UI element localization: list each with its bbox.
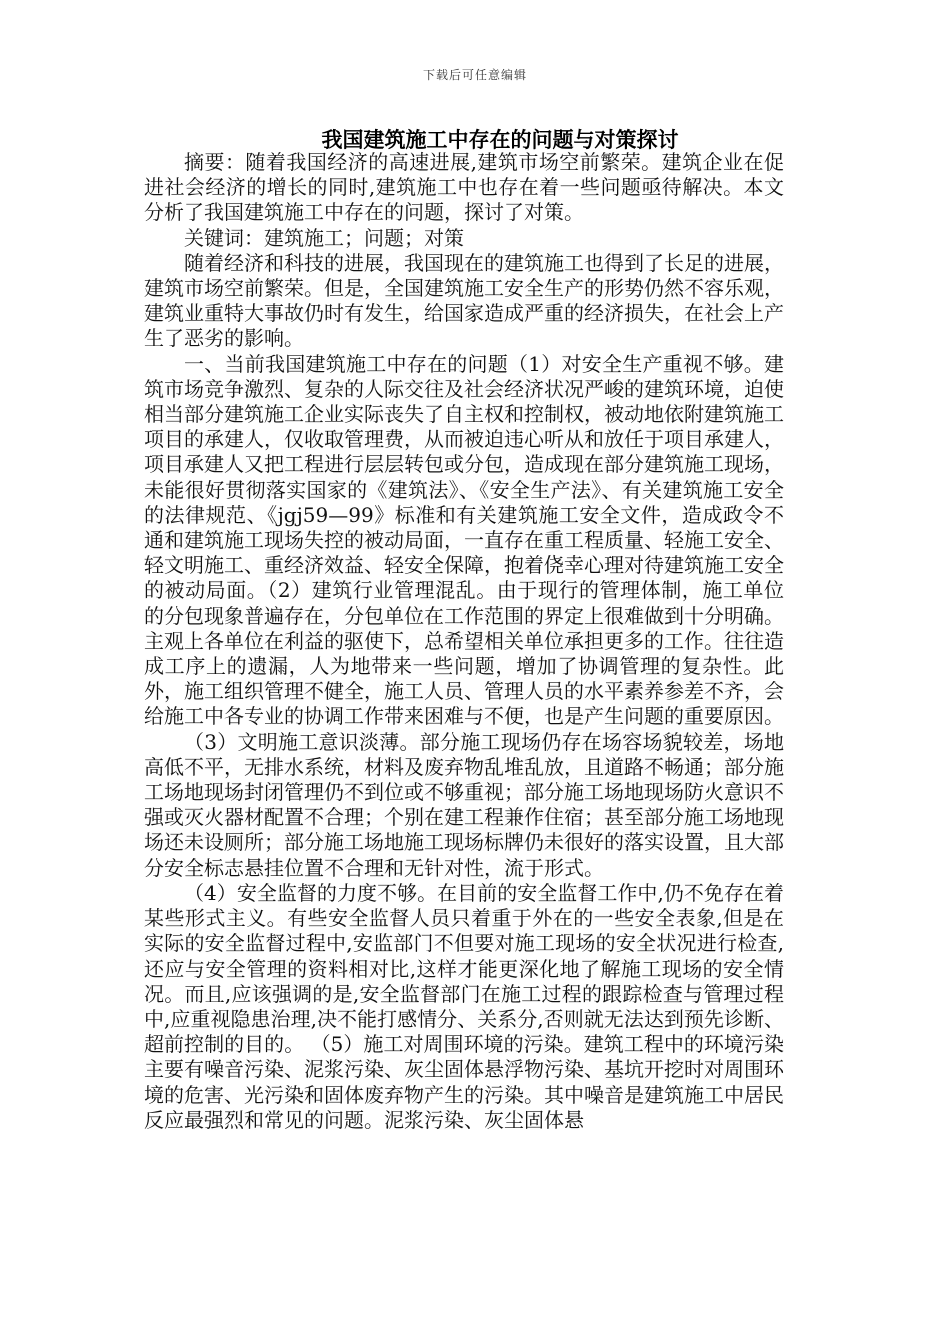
abstract-paragraph: 摘要：随着我国经济的高速进展,建筑市场空前繁荣。建筑企业在促进社会经济的增长的同时,建筑施工中也存在着一些问题亟待解决。本文分析了我国建筑施工中存在的问题，探讨了对策。 <box>144 150 784 225</box>
safety-supervision-paragraph: （4）安全监督的力度不够。在目前的安全监督工作中,仍不免存在着某些形式主义。有些安全监督人员只着重于外在的一些安全表象,但是在实际的安全监督过程中,安监部门不但要对施工现场的安全状况进行检查,还应与安全管理的资料相对比,这样才能更深化地了解施工现场的安全情况。而且,应该强调的是,安全监督部门在施工过程的跟踪检查与管理过程中,应重视隐患治理,决不能打感情分、关系分,否则就无法达到预先诊断、超前控制的目的。 （5）施工对周围环境的污染。建筑工程中的环境污染主要有噪音污染、泥浆污染、灰尘固体悬浮物污染、基坑开挖时对周围环境的危害、光污染和固体废弃物产生的污染。其中噪音是建筑施工中居民反应最强烈和常见的问题。泥浆污染、灰尘固体悬 <box>144 880 784 1132</box>
civilized-construction-paragraph: （3）文明施工意识淡薄。部分施工现场仍存在场容场貌较差，场地高低不平，无排水系统，材料及废弃物乱堆乱放，且道路不畅通；部分施工场地现场封闭管理仍不到位或不够重视；部分施工场地现场防火意识不强或灭火器材配置不合理；个别在建工程兼作住宿；甚至部分施工场地现场还未设厕所；部分施工场地施工现场标牌仍未很好的落实设置，且大部分安全标志悬挂位置不合理和无针对性，流于形式。 <box>144 729 784 880</box>
document-body <box>144 150 784 1133</box>
intro-paragraph: 随着经济和科技的进展，我国现在的建筑施工也得到了长足的进展，建筑市场空前繁荣。但是，全国建筑施工安全生产的形势仍然不容乐观，建筑业重特大事故仍时有发生，给国家造成严重的经济损失，在社会上产生了恶劣的影响。 <box>144 250 784 351</box>
document-title: 我国建筑施工中存在的问题与对策探讨 <box>321 127 679 152</box>
keywords-paragraph: 关键词：建筑施工；问题；对策 <box>184 225 464 250</box>
header-note: 下载后可任意编辑 <box>422 68 527 82</box>
section-problems-paragraph: 一、当前我国建筑施工中存在的问题（1）对安全生产重视不够。建筑市场竞争激烈、复杂的人际交往及社会经济状况严峻的建筑环境，迫使相当部分建筑施工企业实际丧失了自主权和控制权，被动地依附建筑施工项目的承建人，仅收取管理费，从而被迫违心听从和放任于项目承建人，项目承建人又把工程进行层层转包或分包，造成现在部分建筑施工现场，未能很好贯彻落实国家的《建筑法》、《安全生产法》、有关建筑施工安全的法律规范、《jgj59—99》标准和有关建筑施工安全文件，造成政令不通和建筑施工现场失控的被动局面，一直存在重工程质量、轻施工安全、轻文明施工、重经济效益、轻安全保障，抱着侥幸心理对待建筑施工安全的被动局面。（2）建筑行业管理混乱。由于现行的管理体制，施工单位的分包现象普遍存在，分包单位在工作范围的界定上很难做到十分明确。主观上各单位在利益的驱使下，总希望相关单位承担更多的工作。往往造成工序上的遗漏，人为地带来一些问题，增加了协调管理的复杂性。此外，施工组织管理不健全，施工人员、管理人员的水平素养参差不齐，会给施工中各专业的协调工作带来困难与不便，也是产生问题的重要原因。 <box>144 351 784 729</box>
